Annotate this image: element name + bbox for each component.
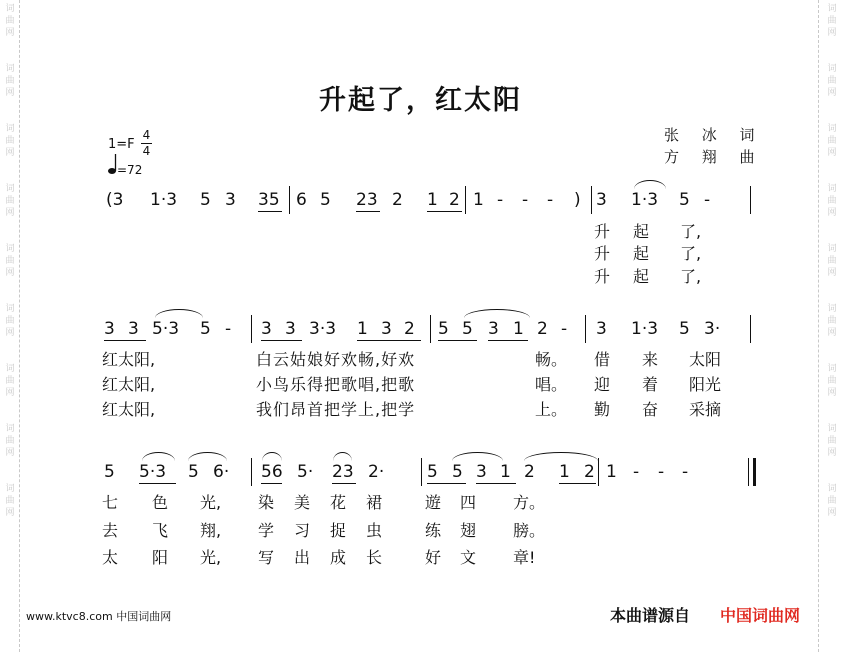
jianpu-note: 2	[392, 190, 403, 210]
line3-lyric: 光,	[200, 548, 222, 567]
jianpu-note: -	[522, 190, 529, 210]
beam-underline	[488, 340, 528, 341]
line3-lyric: 章!	[513, 548, 536, 567]
line3-lyric: 出	[294, 548, 311, 567]
jianpu-note: -	[497, 190, 504, 210]
key-signature: 1=F	[108, 137, 135, 152]
watermark-glyph: 网	[827, 328, 837, 338]
bar-line	[585, 315, 586, 343]
watermark-glyph: 网	[5, 268, 15, 278]
jianpu-note: 23	[356, 190, 378, 210]
line2-lyric: 白云姑娘好欢畅,好欢	[256, 350, 416, 369]
jianpu-note: 6·	[213, 462, 230, 482]
watermark-glyph: 词	[5, 484, 15, 494]
line1-lyric: 升	[594, 222, 611, 241]
line3-lyric: 翔,	[200, 521, 222, 540]
jianpu-note: 3	[261, 319, 272, 339]
jianpu-note: 3	[596, 319, 607, 339]
footer-site: www.ktvc8.com 中国词曲网	[26, 610, 172, 623]
jianpu-note: 1·3	[631, 190, 659, 210]
watermark-glyph: 网	[827, 28, 837, 38]
line2-lyric: 勤	[594, 400, 611, 419]
line3-lyric: 去	[102, 521, 119, 540]
bar-line	[591, 186, 592, 214]
watermark-glyph: 曲	[827, 76, 837, 86]
jianpu-note: -	[682, 462, 689, 482]
watermark-glyph: 词	[827, 484, 837, 494]
jianpu-note: 3	[285, 319, 296, 339]
jianpu-note: 5·3	[152, 319, 180, 339]
jianpu-note: 5	[452, 462, 463, 482]
line3-lyric: 写	[258, 548, 275, 567]
watermark-glyph: 词	[827, 364, 837, 374]
line2-lyric: 上。	[535, 400, 568, 419]
line2-lyric: 太阳	[689, 350, 722, 369]
bar-line	[750, 186, 751, 214]
line1-lyric: 升	[594, 267, 611, 286]
watermark-glyph: 词	[5, 364, 15, 374]
watermark-glyph: 曲	[5, 316, 15, 326]
watermark-glyph: 词	[827, 424, 837, 434]
score-line-1	[0, 186, 841, 216]
jianpu-note: 2	[449, 190, 460, 210]
jianpu-note: 1	[473, 190, 484, 210]
beam-underline	[104, 340, 146, 341]
line1-lyric: 起	[633, 222, 650, 241]
jianpu-note: 5	[679, 319, 690, 339]
jianpu-note: 3	[476, 462, 487, 482]
watermark-glyph: 曲	[5, 76, 15, 86]
line2-lyric: 畅。	[535, 350, 568, 369]
line1-lyric: 了,	[680, 267, 702, 286]
watermark-glyph: 网	[5, 448, 15, 458]
watermark-glyph: 曲	[827, 256, 837, 266]
composer-credit: 方 翔 曲	[664, 148, 764, 166]
slur-arc	[452, 452, 503, 461]
jianpu-note: -	[658, 462, 665, 482]
watermark-glyph: 词	[827, 184, 837, 194]
line2-lyric: 借	[594, 350, 611, 369]
beam-underline	[356, 211, 380, 212]
jianpu-note: 23	[332, 462, 354, 482]
jianpu-note: 5	[427, 462, 438, 482]
line1-lyric: 起	[633, 244, 650, 263]
jianpu-note: -	[704, 190, 711, 210]
watermark-glyph: 曲	[827, 316, 837, 326]
lyricist-credit: 张 冰 词	[664, 126, 764, 144]
watermark-glyph: 网	[5, 88, 15, 98]
watermark-glyph: 曲	[827, 196, 837, 206]
line3-lyric: 练	[425, 521, 442, 540]
line3-lyric: 四	[460, 493, 477, 512]
beam-underline	[427, 483, 466, 484]
watermark-glyph: 曲	[5, 196, 15, 206]
jianpu-note: -	[547, 190, 554, 210]
jianpu-note: 3	[104, 319, 115, 339]
watermark-glyph: 词	[5, 244, 15, 254]
watermark-glyph: 网	[5, 28, 15, 38]
score-line-3	[0, 458, 841, 488]
beam-underline	[332, 483, 356, 484]
jianpu-note: 5	[438, 319, 449, 339]
jianpu-note: 5	[200, 190, 211, 210]
watermark-glyph: 曲	[5, 136, 15, 146]
bar-line	[289, 186, 290, 214]
score-line-2	[0, 315, 841, 345]
watermark-glyph: 网	[827, 148, 837, 158]
line3-lyric: 飞	[152, 521, 169, 540]
beam-underline	[261, 483, 282, 484]
line2-lyric: 阳光	[689, 375, 722, 394]
jianpu-note: 3	[225, 190, 236, 210]
bar-line	[421, 458, 422, 486]
line3-lyric: 成	[330, 548, 347, 567]
final-bar-line	[748, 458, 749, 486]
slur-arc	[142, 452, 175, 461]
jianpu-note: 1	[427, 190, 438, 210]
line3-lyric: 色	[152, 493, 169, 512]
slur-arc	[634, 180, 666, 189]
beam-underline	[438, 340, 477, 341]
jianpu-note: -	[633, 462, 640, 482]
jianpu-note: 1·3	[150, 190, 178, 210]
watermark-glyph: 网	[5, 208, 15, 218]
line2-lyric: 红太阳,	[102, 350, 156, 369]
watermark-glyph: 词	[827, 64, 837, 74]
watermark-glyph: 网	[5, 508, 15, 518]
line3-lyric: 美	[294, 493, 311, 512]
line3-lyric: 阳	[152, 548, 169, 567]
tempo-mark: =72	[117, 163, 143, 177]
jianpu-note: 1	[559, 462, 570, 482]
line2-lyric: 小鸟乐得把歌唱,把歌	[256, 375, 416, 394]
final-bar-line	[753, 458, 756, 486]
jianpu-note: 5	[104, 462, 115, 482]
jianpu-note: 2	[524, 462, 535, 482]
line2-lyric: 红太阳,	[102, 375, 156, 394]
watermark-glyph: 网	[827, 268, 837, 278]
line2-lyric: 着	[642, 375, 659, 394]
jianpu-note: 5·	[297, 462, 314, 482]
line3-lyric: 捉	[330, 521, 347, 540]
jianpu-note: 1	[500, 462, 511, 482]
watermark-glyph: 网	[5, 328, 15, 338]
jianpu-note: 5	[320, 190, 331, 210]
line2-lyric: 奋	[642, 400, 659, 419]
watermark-glyph: 曲	[827, 136, 837, 146]
bar-line	[750, 315, 751, 343]
line3-lyric: 染	[258, 493, 275, 512]
line2-lyric: 迎	[594, 375, 611, 394]
line2-lyric: 唱。	[535, 375, 568, 394]
watermark-glyph: 曲	[5, 256, 15, 266]
watermark-glyph: 词	[5, 304, 15, 314]
watermark-glyph: 词	[5, 184, 15, 194]
line3-lyric: 膀。	[513, 521, 546, 540]
jianpu-note: 1	[357, 319, 368, 339]
line1-lyric: 起	[633, 267, 650, 286]
jianpu-note: 2	[584, 462, 595, 482]
jianpu-note: 3·	[704, 319, 721, 339]
jianpu-note: 1	[606, 462, 617, 482]
jianpu-note: 5·3	[139, 462, 167, 482]
watermark-glyph: 网	[827, 448, 837, 458]
line3-lyric: 七	[102, 493, 119, 512]
watermark-glyph: 曲	[5, 436, 15, 446]
line2-lyric: 来	[642, 350, 659, 369]
watermark-glyph: 曲	[5, 376, 15, 386]
line3-lyric: 长	[366, 548, 383, 567]
watermark-glyph: 曲	[827, 16, 837, 26]
line3-lyric: 光,	[200, 493, 222, 512]
watermark-glyph: 曲	[827, 436, 837, 446]
watermark-glyph: 词	[827, 124, 837, 134]
watermark-glyph: 词	[5, 424, 15, 434]
watermark-glyph: 网	[827, 208, 837, 218]
jianpu-note: 1	[513, 319, 524, 339]
bar-line	[430, 315, 431, 343]
jianpu-note: 5	[188, 462, 199, 482]
slur-arc	[155, 309, 203, 318]
jianpu-note: -	[225, 319, 232, 339]
jianpu-note: 56	[261, 462, 283, 482]
watermark-glyph: 词	[5, 124, 15, 134]
line3-lyric: 遊	[425, 493, 442, 512]
bar-line	[465, 186, 466, 214]
time-signature	[141, 129, 152, 158]
line1-lyric: 升	[594, 244, 611, 263]
watermark-glyph: 词	[5, 4, 15, 14]
jianpu-note: 1·3	[631, 319, 659, 339]
line3-lyric: 翅	[460, 521, 477, 540]
jianpu-note: 35	[258, 190, 280, 210]
beam-underline	[139, 483, 176, 484]
line3-lyric: 裙	[366, 493, 383, 512]
jianpu-note: 2·	[368, 462, 385, 482]
watermark-glyph: 网	[5, 148, 15, 158]
jianpu-note: 2	[537, 319, 548, 339]
beam-underline	[427, 211, 462, 212]
line3-lyric: 文	[460, 548, 477, 567]
line3-lyric: 方。	[513, 493, 546, 512]
jianpu-note: -	[561, 319, 568, 339]
slur-arc	[464, 309, 530, 318]
jianpu-note: 5	[462, 319, 473, 339]
line3-lyric: 虫	[366, 521, 383, 540]
jianpu-note: 3	[128, 319, 139, 339]
jianpu-note: )	[574, 190, 581, 210]
watermark-glyph: 曲	[5, 496, 15, 506]
jianpu-note: 6	[296, 190, 307, 210]
jianpu-note: 5	[200, 319, 211, 339]
beam-underline	[258, 211, 282, 212]
jianpu-note: 3·3	[309, 319, 337, 339]
jianpu-note: 3	[381, 319, 392, 339]
watermark-glyph: 网	[5, 388, 15, 398]
line3-lyric: 学	[258, 521, 275, 540]
line3-lyric: 太	[102, 548, 119, 567]
line3-lyric: 花	[330, 493, 347, 512]
slur-arc	[262, 452, 282, 461]
meter-bottom: 4	[142, 144, 151, 158]
watermark-glyph: 网	[827, 388, 837, 398]
bar-line	[598, 458, 599, 486]
jianpu-note: 3	[488, 319, 499, 339]
jianpu-note: 5	[679, 190, 690, 210]
beam-underline	[261, 340, 302, 341]
footer-source-label: 本曲谱源自	[610, 606, 691, 625]
line3-lyric: 好	[425, 548, 442, 567]
watermark-glyph: 词	[5, 64, 15, 74]
beam-underline	[559, 483, 596, 484]
beam-underline	[476, 483, 516, 484]
watermark-glyph: 曲	[5, 16, 15, 26]
watermark-glyph: 词	[827, 244, 837, 254]
jianpu-note: (3	[106, 190, 124, 210]
line2-lyric: 采摘	[689, 400, 722, 419]
watermark-glyph: 曲	[827, 496, 837, 506]
bar-line	[251, 458, 252, 486]
line2-lyric: 红太阳,	[102, 400, 156, 419]
line1-lyric: 了,	[680, 222, 702, 241]
watermark-glyph: 网	[827, 88, 837, 98]
bar-line	[251, 315, 252, 343]
slur-arc	[333, 452, 352, 461]
beam-underline	[357, 340, 421, 341]
meter-top: 4	[142, 128, 151, 142]
footer-source-name: 中国词曲网	[720, 606, 801, 625]
watermark-glyph: 词	[827, 4, 837, 14]
slur-arc	[188, 452, 227, 461]
song-title: 升起了，红太阳	[319, 85, 522, 116]
watermark-glyph: 网	[827, 508, 837, 518]
watermark-glyph: 词	[827, 304, 837, 314]
line2-lyric: 我们昂首把学上,把学	[256, 400, 416, 419]
line1-lyric: 了,	[680, 244, 702, 263]
line3-lyric: 习	[294, 521, 311, 540]
jianpu-note: 3	[596, 190, 607, 210]
jianpu-note: 2	[404, 319, 415, 339]
slur-arc	[524, 452, 598, 461]
watermark-glyph: 曲	[827, 376, 837, 386]
